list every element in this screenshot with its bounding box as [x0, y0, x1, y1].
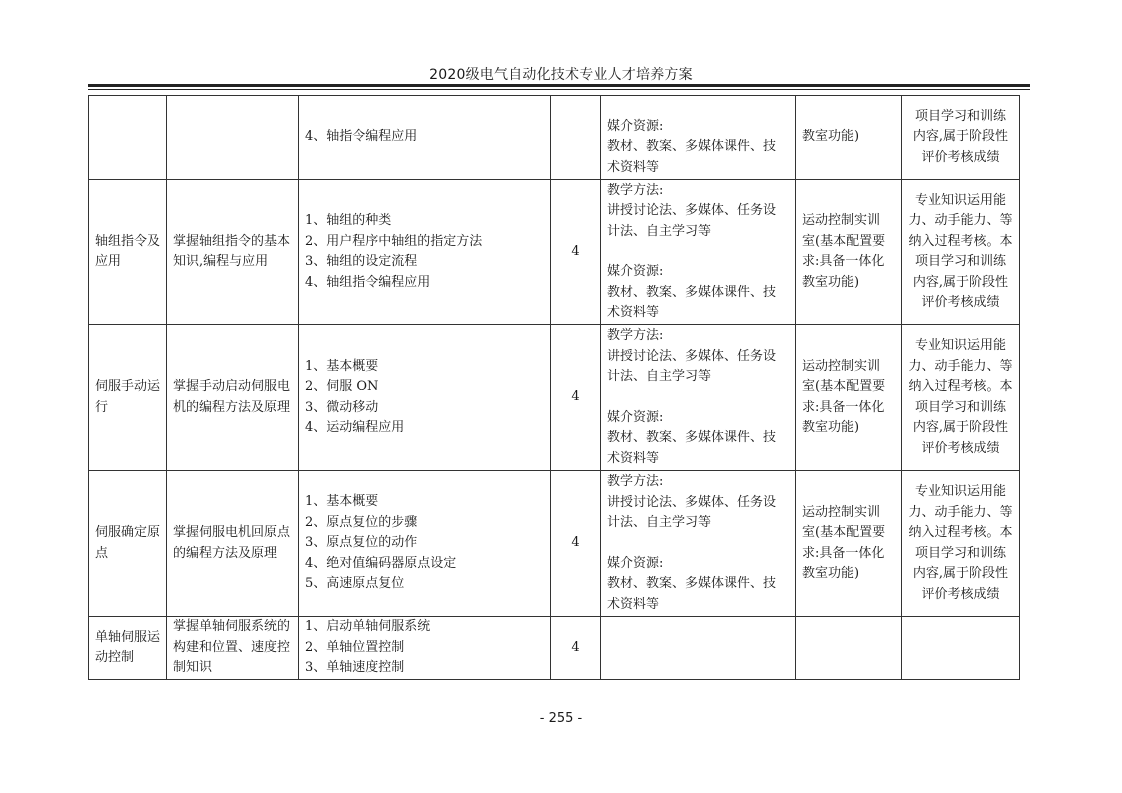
assessment-line: 力、动手能力、等 — [908, 358, 1013, 374]
cell-objective: 掌握单轴伺服系统的构建和位置、速度控制知识 — [167, 617, 299, 680]
methods-line: 讲授讨论法、多媒体、任务设 — [607, 494, 777, 510]
table-row — [89, 325, 1020, 471]
assessment-line: 内容,属于阶段性 — [912, 566, 1009, 581]
assessment-line: 评价考核成绩 — [921, 440, 1000, 456]
assessment-line: 力、动手能力、等 — [908, 504, 1013, 520]
topics-line: 3、轴组的设定流程 — [305, 254, 418, 269]
cell-assessment — [902, 617, 1020, 680]
conditions-line: 教室功能) — [802, 274, 860, 290]
topics-line: 4、运动编程应用 — [305, 420, 405, 435]
topics-line: 1、启动单轴伺服系统 — [305, 619, 431, 635]
assessment-line: 纳入过程考核。本 — [908, 525, 1013, 540]
methods-line: 媒介资源: — [607, 555, 664, 571]
methods-line: 媒介资源: — [607, 409, 664, 425]
topics-line: 1、基本概要 — [305, 494, 379, 510]
cell-hours: 4 — [551, 471, 601, 617]
cell-conditions — [796, 96, 902, 180]
cell-objective: 掌握手动启动伺服电机的编程方法及原理 — [167, 325, 299, 471]
cell-unit: 轴组指令及应用 — [89, 180, 167, 325]
table-row — [89, 471, 1020, 617]
conditions-line: 求:具备一体化 — [802, 545, 885, 561]
cell-assessment — [902, 96, 1020, 180]
assessment-line: 纳入过程考核。本 — [908, 379, 1013, 394]
topics-line: 5、高速原点复位 — [305, 576, 405, 592]
conditions-line: 室(基本配置要 — [802, 525, 886, 540]
assessment-line: 内容,属于阶段性 — [912, 129, 1009, 145]
methods-line: 教材、教案、多媒体课件、技 — [607, 576, 777, 591]
course-content-table — [88, 95, 1020, 680]
topics-line: 1、轴组的种类 — [305, 213, 392, 228]
assessment-line: 内容,属于阶段性 — [912, 274, 1009, 290]
cell-conditions — [796, 471, 902, 617]
assessment-line: 评价考核成绩 — [921, 295, 1000, 310]
assessment-line: 项目学习和训练 — [914, 254, 1006, 269]
methods-line: 讲授讨论法、多媒体、任务设 — [607, 203, 777, 218]
methods-line: 媒介资源: — [607, 264, 664, 279]
cell-unit: 伺服手动运行 — [89, 325, 167, 471]
cell-objective: 掌握伺服电机回原点的编程方法及原理 — [167, 471, 299, 617]
cell-topics — [299, 471, 551, 617]
cell-methods — [601, 617, 796, 680]
cell-topics — [299, 180, 551, 325]
assessment-line: 项目学习和训练 — [914, 545, 1006, 561]
topics-line: 2、用户程序中轴组的指定方法 — [305, 233, 483, 249]
assessment-line: 评价考核成绩 — [921, 586, 1000, 602]
cell-objective: 掌握轴组指令的基本知识,编程与应用 — [167, 180, 299, 325]
assessment-line: 评价考核成绩 — [921, 149, 1000, 165]
cell-conditions — [796, 325, 902, 471]
cell-assessment — [902, 180, 1020, 325]
cell-methods — [601, 180, 796, 325]
conditions-line: 运动控制实训 — [802, 213, 881, 228]
conditions-line: 运动控制实训 — [802, 504, 881, 520]
table-row — [89, 617, 1020, 680]
table-row — [89, 180, 1020, 325]
conditions-line: 求:具备一体化 — [802, 254, 885, 269]
document-header-title: 2020级电气自动化技术专业人才培养方案 — [429, 67, 693, 83]
assessment-line: 内容,属于阶段性 — [912, 420, 1009, 435]
blank-line — [607, 242, 789, 262]
assessment-line: 专业知识运用能 — [914, 338, 1006, 353]
conditions-line: 教室功能) — [802, 566, 860, 581]
blank-line — [607, 97, 789, 117]
topics-line: 1、基本概要 — [305, 358, 379, 374]
methods-line: 教学方法: — [607, 182, 664, 198]
table-body — [89, 96, 1020, 680]
topics-line: 3、微动移动 — [305, 399, 379, 415]
conditions-line: 室(基本配置要 — [802, 379, 886, 394]
cell-methods — [601, 471, 796, 617]
methods-line: 术资料等 — [607, 305, 660, 320]
table-row — [89, 96, 1020, 180]
methods-line: 教学方法: — [607, 328, 664, 343]
topics-line: 2、原点复位的步骤 — [305, 514, 418, 530]
conditions-line: 运动控制实训 — [802, 358, 881, 374]
topics-line: 4、轴组指令编程应用 — [305, 274, 431, 290]
conditions-line: 教室功能) — [802, 129, 860, 145]
topics-line: 3、单轴速度控制 — [305, 660, 405, 676]
cell-objective — [167, 96, 299, 180]
assessment-line: 专业知识运用能 — [914, 192, 1006, 208]
methods-line: 计法、自主学习等 — [607, 369, 712, 384]
blank-line — [607, 388, 789, 408]
page-number: - 255 - — [539, 711, 583, 726]
header-rule-thick — [88, 84, 1030, 87]
methods-line: 教材、教案、多媒体课件、技 — [607, 430, 777, 445]
methods-line: 术资料等 — [607, 596, 660, 612]
conditions-line: 求:具备一体化 — [802, 399, 885, 415]
assessment-line: 专业知识运用能 — [914, 484, 1006, 499]
cell-topics — [299, 325, 551, 471]
blank-line — [607, 534, 789, 554]
assessment-line: 纳入过程考核。本 — [908, 233, 1013, 249]
cell-hours: 4 — [551, 180, 601, 325]
cell-methods — [601, 96, 796, 180]
cell-unit: 单轴伺服运动控制 — [89, 617, 167, 680]
methods-line: 教材、教案、多媒体课件、技 — [607, 284, 777, 300]
header-rule-thin — [88, 89, 1030, 90]
cell-assessment — [902, 471, 1020, 617]
topics-line: 2、单轴位置控制 — [305, 639, 405, 655]
methods-line: 术资料等 — [607, 450, 660, 466]
topics-line: 4、绝对值编码器原点设定 — [305, 555, 457, 571]
cell-conditions — [796, 180, 902, 325]
cell-topics — [299, 96, 551, 180]
methods-line: 教学方法: — [607, 474, 664, 489]
methods-line: 计法、自主学习等 — [607, 515, 712, 530]
cell-hours: 4 — [551, 325, 601, 471]
topics-line: 4、轴指令编程应用 — [305, 129, 418, 145]
cell-assessment — [902, 325, 1020, 471]
methods-line: 教材、教案、多媒体课件、技 — [607, 139, 777, 155]
assessment-line: 项目学习和训练 — [914, 108, 1006, 124]
assessment-line: 力、动手能力、等 — [908, 213, 1013, 228]
methods-line: 术资料等 — [607, 159, 660, 175]
topics-line: 3、原点复位的动作 — [305, 535, 418, 551]
cell-hours — [551, 96, 601, 180]
cell-hours: 4 — [551, 617, 601, 680]
conditions-line: 室(基本配置要 — [802, 233, 886, 249]
assessment-line: 项目学习和训练 — [914, 399, 1006, 415]
cell-methods — [601, 325, 796, 471]
methods-line: 计法、自主学习等 — [607, 223, 712, 239]
methods-line: 媒介资源: — [607, 118, 664, 134]
cell-unit: 伺服确定原点 — [89, 471, 167, 617]
topics-line: 2、伺服 ON — [305, 379, 379, 394]
cell-topics — [299, 617, 551, 680]
cell-unit — [89, 96, 167, 180]
conditions-line: 教室功能) — [802, 420, 860, 435]
cell-conditions — [796, 617, 902, 680]
methods-line: 讲授讨论法、多媒体、任务设 — [607, 348, 777, 364]
